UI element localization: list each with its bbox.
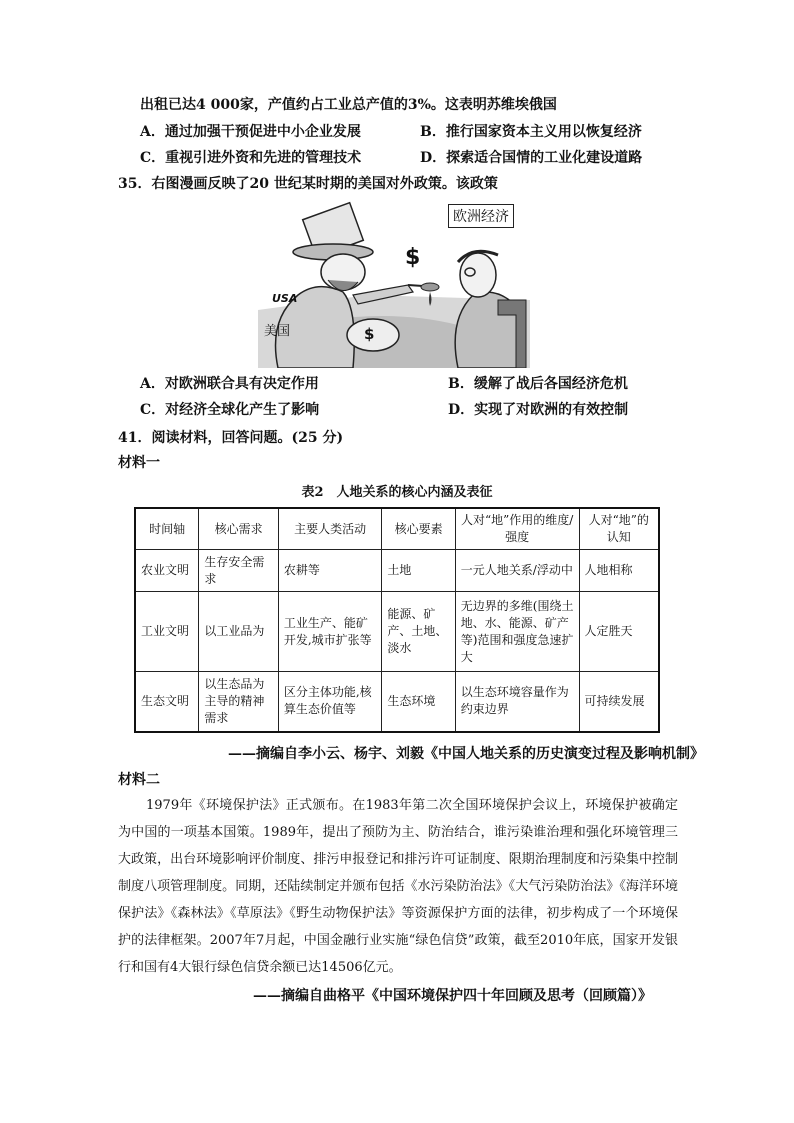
table-cell: 生存安全需求 (199, 550, 278, 592)
table-cell: 农业文明 (135, 550, 199, 592)
q34-stem-tail: 出租已达4 000家，产值约占工业总产值的3%。这表明苏维埃俄国 (140, 97, 557, 113)
table-cell: 农耕等 (278, 550, 382, 592)
table-row (135, 550, 659, 592)
q35-option-c: C．对经济全球化产生了影响 (140, 402, 320, 418)
q35-stem: 35．右图漫画反映了20 世纪某时期的美国对外政策。该政策 (118, 176, 498, 192)
q35-option-a: A．对欧洲联合具有决定作用 (140, 376, 319, 392)
material-one-label: 材料一 (118, 455, 160, 471)
q35-cartoon (258, 200, 530, 368)
table-cell: 一元人地关系/浮动中 (455, 550, 579, 592)
q35-option-b: B．缓解了战后各国经济危机 (448, 376, 628, 392)
table-cell: 能源、矿产、土地、淡水 (382, 592, 455, 672)
table-cell: 可持续发展 (579, 672, 659, 732)
material-two-source: ——摘编自曲格平《中国环境保护四十年回顾及思考（回顾篇）》 (253, 988, 652, 1004)
table-cell: 区分主体功能,核算生态价值等 (278, 672, 382, 732)
table-row (135, 592, 659, 672)
table-header-cell: 核心需求 (199, 508, 278, 550)
q34-option-d: D．探索适合国情的工业化建设道路 (420, 150, 643, 166)
table-cell: 土地 (382, 550, 455, 592)
table-header-cell: 时间轴 (135, 508, 199, 550)
moneybag-dollar-icon: $ (364, 325, 375, 343)
table-header-cell: 核心要素 (382, 508, 455, 550)
table-header-row (135, 508, 659, 550)
q41-stem: 41．阅读材料，回答问题。(25 分) (118, 430, 344, 446)
material-two-text: 1979年《环境保护法》正式颁布。在1983年第二次全国环境保护会议上，环境保护被确定为中国的一项基本国策。1989年，提出了预防为主、防治结合，谁污染谁治理和强化环境管理三大政策，出台环境影响评价制度、排污申报登记和排污许可证制度、限期治理制度和污染集中控制制度八项管理制度。同期，还陆续制定并颁布包括《水污染防治法》《大气污染防治法》《海洋环境保护法》《森林法》《草原法》《野生动物保护法》等资源保护方面的法律，初步构成了一个环境保护的法律框架。2007年7月起，中国金融行业实施“绿色信贷”政策，截至2010年底，国家开发银行和国有4大银行绿色信贷余额已达14506亿元。 (118, 798, 678, 975)
table-cell: 生态环境 (382, 672, 455, 732)
q34-option-a: A．通过加强干预促进中小企业发展 (140, 124, 361, 140)
table-cell: 无边界的多维(围绕土地、水、能源、矿产等)范围和强度急速扩大 (455, 592, 579, 672)
table-header-cell: 主要人类活动 (278, 508, 382, 550)
q34-option-b: B．推行国家资本主义用以恢复经济 (420, 124, 642, 140)
table-cell: 以生态品为主导的精神需求 (199, 672, 278, 732)
table-cell: 工业文明 (135, 592, 199, 672)
q34-option-c: C．重视引进外资和先进的管理技术 (140, 150, 362, 166)
man-land-relations-table (134, 507, 660, 733)
material-two-label: 材料二 (118, 772, 160, 788)
table-cell: 人地相称 (579, 550, 659, 592)
table-header-cell: 人对“地”作用的维度/强度 (455, 508, 579, 550)
table-cell: 以工业品为 (199, 592, 278, 672)
q35-option-d: D．实现了对欧洲的有效控制 (448, 402, 629, 418)
table-cell: 以生态环境容量作为约束边界 (455, 672, 579, 732)
table-row (135, 672, 659, 732)
material-one-source: ——摘编自李小云、杨宇、刘毅《中国人地关系的历史演变过程及影响机制》 (228, 746, 704, 762)
cartoon-us-label: 美国 (264, 324, 291, 339)
table-cell: 人定胜天 (579, 592, 659, 672)
table-header-cell: 人对“地”的认知 (579, 508, 659, 550)
material-two-paragraph (118, 792, 678, 981)
table-title: 表2 人地关系的核心内涵及表征 (301, 485, 493, 500)
table-cell: 生态文明 (135, 672, 199, 732)
cartoon-box-label: 欧洲经济 (448, 204, 514, 228)
dollar-sign-icon: $ (405, 245, 421, 270)
cartoon-usa-label: USA (272, 292, 298, 305)
table-cell: 工业生产、能矿开发,城市扩张等 (278, 592, 382, 672)
